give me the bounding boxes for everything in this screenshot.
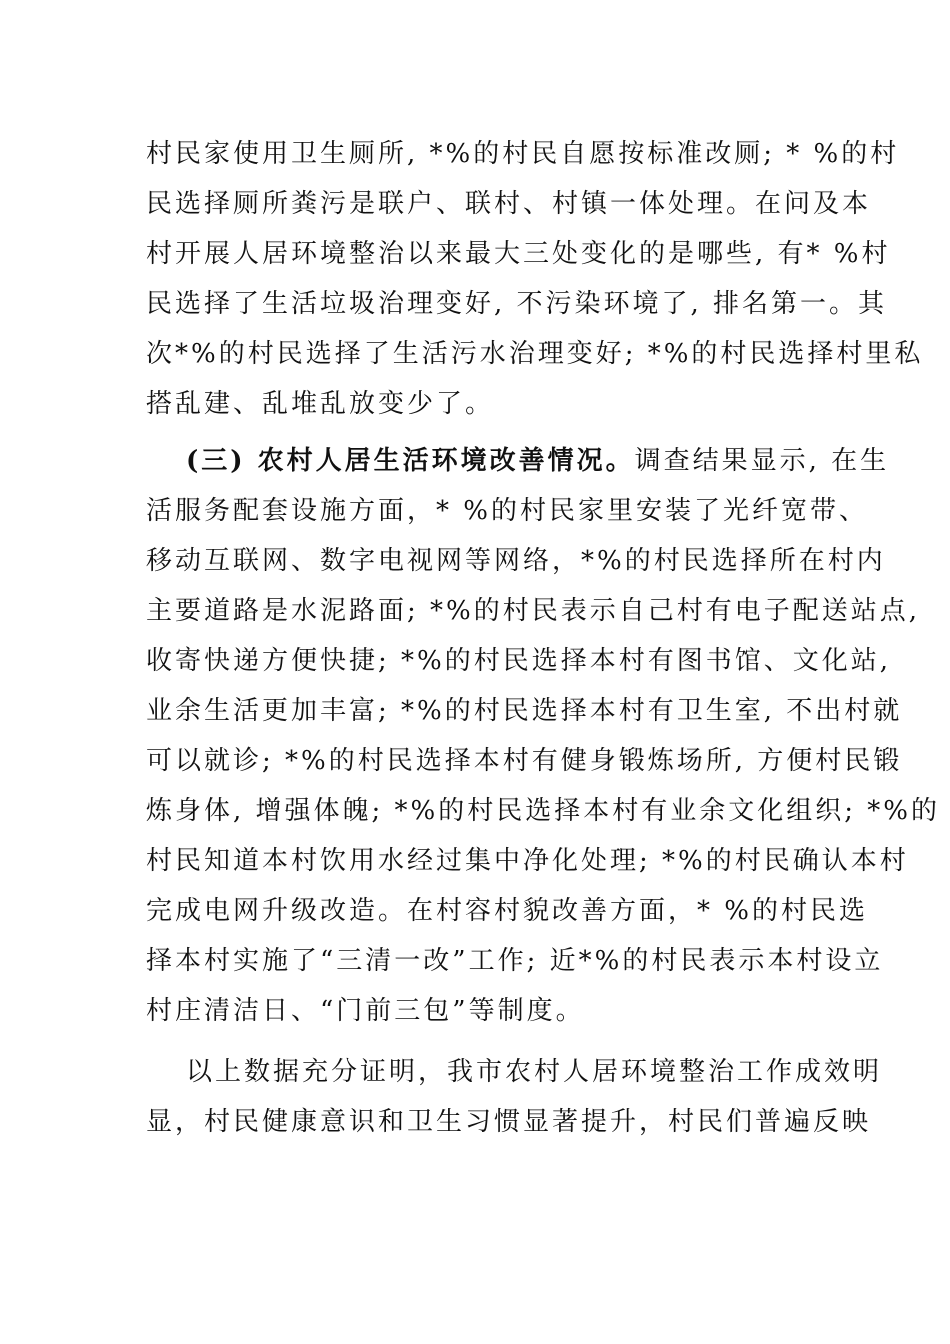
- text-line: 村庄清洁日、“门前三包”等制度。: [146, 996, 585, 1026]
- text-line: 村民知道本村饮用水经过集中净化处理; *%的村民确认本村: [146, 846, 909, 876]
- text-line: 村开展人居环境整治以来最大三处变化的是哪些, 有* %村: [146, 239, 891, 269]
- text-line: 搭乱建、乱堆乱放变少了。: [146, 389, 495, 419]
- text-line: 村民家使用卫生厕所, *%的村民自愿按标准改厕; * %的村: [146, 139, 900, 169]
- text-line: 炼身体, 增强体魄; *%的村民选择本村有业余文化组织; *%的: [146, 796, 940, 826]
- text-line-first: 以上数据充分证明，我市农村人居环境整治工作成效明: [186, 1057, 883, 1087]
- text-line: 择本村实施了“三清一改”工作; 近*%的村民表示本村设立: [146, 946, 884, 976]
- text-line: 移动互联网、数字电视网等网络，*%的村民选择所在村内: [146, 546, 886, 576]
- heading-followup-text: 调查结果显示, 在生: [634, 446, 890, 476]
- text-line: 次*%的村民选择了生活污水治理变好; *%的村民选择村里私: [146, 339, 924, 369]
- text-line: 主要道路是水泥路面; *%的村民表示自己村有电子配送站点,: [146, 596, 920, 626]
- text-line: 活服务配套设施方面，* %的村民家里安装了光纤宽带、: [146, 496, 868, 526]
- text-line-first: [146, 436, 890, 486]
- paragraph-survey-sanitation: [146, 129, 924, 429]
- text-line: 民选择厕所粪污是联户、联村、村镇一体处理。在问及本: [146, 189, 872, 219]
- text-line: 民选择了生活垃圾治理变好, 不污染环境了, 排名第一。其: [146, 289, 888, 319]
- paragraph-conclusion: [146, 1047, 883, 1147]
- paragraph-living-environment: [146, 436, 940, 1036]
- section-heading: (三) 农村人居生活环境改善情况。: [186, 446, 635, 476]
- text-line: 业余生活更加丰富; *%的村民选择本村有卫生室, 不出村就: [146, 696, 903, 726]
- text-line: 可以就诊; *%的村民选择本村有健身锻炼场所, 方便村民锻: [146, 746, 903, 776]
- text-line: 完成电网升级改造。在村容村貌改善方面，* %的村民选: [146, 896, 868, 926]
- text-line: 收寄快递方便快捷; *%的村民选择本村有图书馆、文化站,: [146, 646, 891, 676]
- text-line: 显，村民健康意识和卫生习惯显著提升，村民们普遍反映: [146, 1107, 872, 1137]
